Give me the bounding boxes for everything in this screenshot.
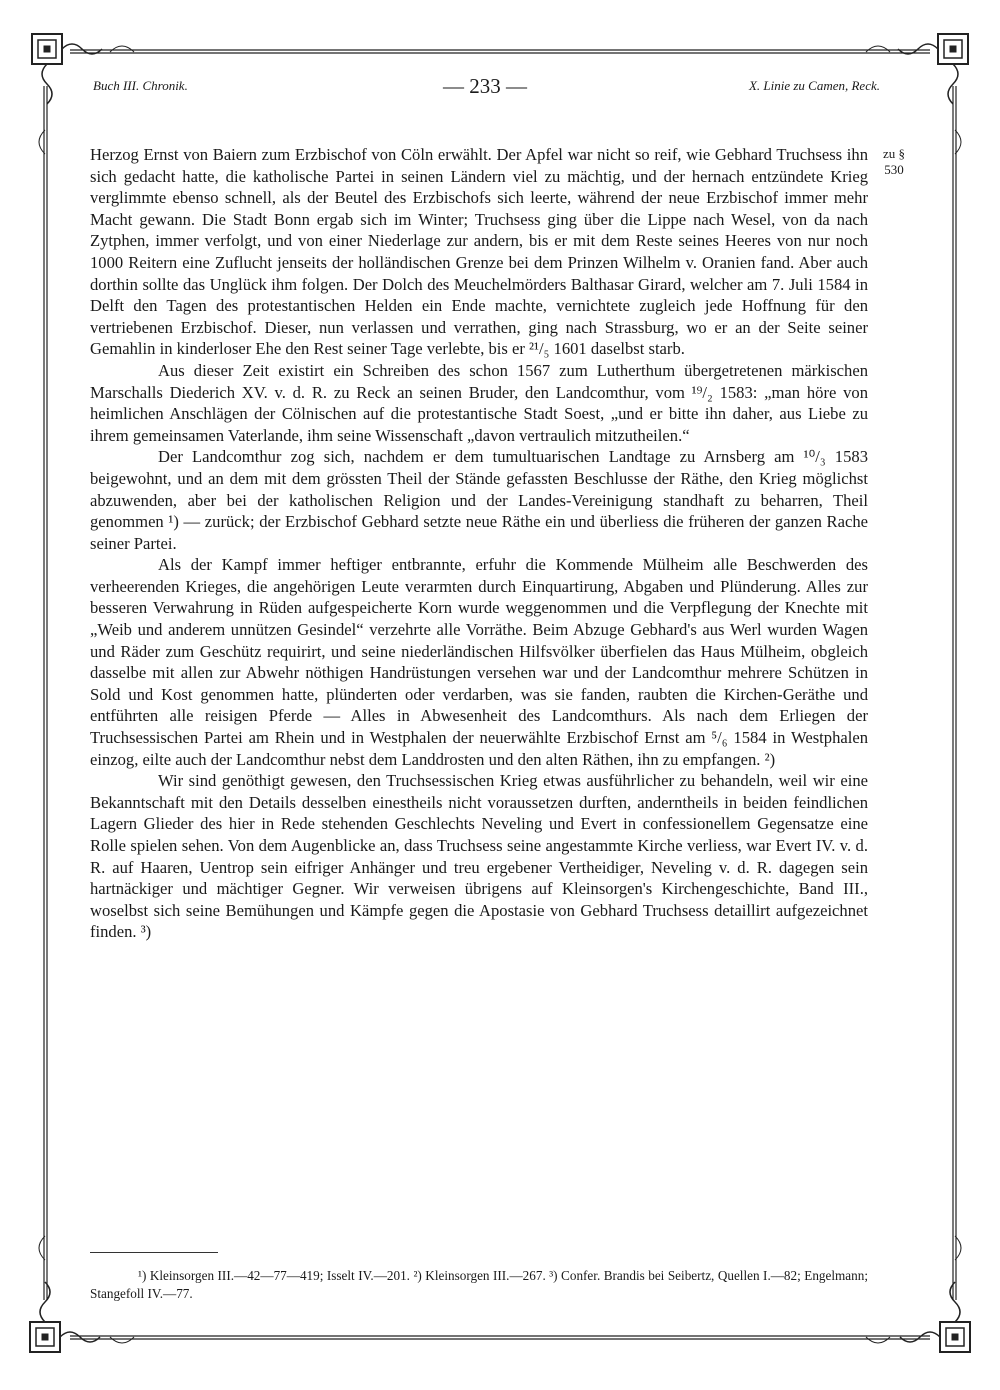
footnote-divider xyxy=(90,1252,218,1253)
margin-note: zu § 530 xyxy=(882,146,906,177)
page-number: — 233 — xyxy=(443,74,527,98)
paragraph-1: Herzog Ernst von Baiern zum Erzbischof von Cöln erwählt. Der Apfel war nicht so reif, wie Gebhard Truchsess ihn sich gedacht hatte, die katholische Partei in seinen Ländern viel zu mächtig, und der hernach entzündete Krieg verglimmte ebenso schnell, als der Beutel des Erzbischofs sich leerte, während der neue Erzbischof immer mehr Macht gewann. Die Stadt Bonn ergab sich im Winter; Truchsess ging über die Lippe nach Wesel, von da nach Zytphen, immer verfolgt, und von einer Niederlage zur andern, bis er mit dem Reste seines Heeres von nur noch 1000 Reitern eine Zuflucht jenseits der holländischen Grenze bei dem Prinzen Wilhelm v. Oranien fand. Aber auch dorthin sollte das Unglück ihm folgen. Der Dolch des Meuchelmörders Balthasar Girard, welcher am 7. Juli 1584 in Delft den Tagen des protestantischen Helden ein Ende machte, vernichtete zugleich jede Hoffnung für den vertriebenen Erzbischof. Dieser, nun verlassen und verrathen, ging nach Strassburg, wo er an der Seite seiner Gemahlin in kinderloser Ehe den Rest seiner Tage verlebte, bis er ²¹/₅ 1601 daselbst starb. xyxy=(90,145,868,359)
footnote-text: ¹) Kleinsorgen III.—42—77—419; Isselt IV.—201. ²) Kleinsorgen III.—267. ³) Confer. Brandis bei Seibertz, Quellen I.—82; Engelmann; Stangefoll IV.—77. xyxy=(90,1268,868,1301)
header-section-title: X. Linie zu Camen, Reck. xyxy=(748,78,880,93)
paragraph-5: Wir sind genöthigt gewesen, den Truchsessischen Krieg etwas ausführlicher zu behandeln, weil wir eine Bekanntschaft mit den Details desselben einestheils nicht voraussetzen durften, anderntheils in beiden feindlichen Lagern Glieder des hier in Rede stehenden Geschlechts Neveling und Evert in confessionellem Gegensatze eine Rolle spielen sehen. Von dem Augenblicke an, dass Truchsess seine angestammte Kirche verliess, war Evert IV. v. d. R. auf Haaren, Uentrop sein eifriger Anhänger und treu ergebener Vertheidiger, Neveling v. d. R. dagegen sein hartnäckiger und mächtiger Gegner. Wir verweisen übrigens auf Kleinsorgen's Kirchengeschichte, Band III., woselbst sich seine Bemühungen und Kämpfe gegen die Apostasie von Gebhard Truchsess detaillirt aufgezeichnet finden. ³) xyxy=(90,771,868,942)
paragraph-4: Als der Kampf immer heftiger entbrannte, erfuhr die Kommende Mülheim alle Beschwerden des verheerenden Krieges, die angehörigen Leute verarmten durch Einquartirung, Abgaben und Plünderung. Alles zur besseren Verwahrung in Rüden aufgespeicherte Korn wurde weggenommen und die Verpflegung der Knechte mit „Weib und anderem unnützen Gesindel“ verzehrte alle Vorräthe. Beim Abzuge Gebhard's aus Werl wurden Wagen und Räder zum Geschütz requirirt, und seine niederländischen Hilfsvölker überfielen das Haus Mülheim, obgleich dasselbe mit allen zur Abwehr nöthigen Handrüstungen versehen war und der Landcomthur mehrere Schützen in Sold und Kost genommen hatte, plünderten oder verdarben, was sie fanden, raubten die Kirchen-Geräthe und entführten alle reisigen Pferde — Alles in Abwesenheit des Landcomthurs. Als nach dem Erliegen der Truchsessischen Partei am Rhein und in Westphalen der neuerwählte Erzbischof Ernst am ⁵/₆ 1584 in Westphalen einzog, eilte auch der Landcomthur nebst dem Landdrosten und den alten Räthen, ihn zu empfangen. ²) xyxy=(90,555,868,769)
paragraph-2: Aus dieser Zeit existirt ein Schreiben des schon 1567 zum Lutherthum übergetretenen märkischen Marschalls Diederich XV. v. d. R. zu Reck an seinen Bruder, den Landcomthur, vom ¹⁹/₂ 1583: „man höre von heimlichen Anschlägen der Cölnischen auf die protestantische Stadt Soest, „und er bitte ihn daher, aus Liebe zu ihrem gemeinsamen Vaterlande, ihm seine Wissenschaft „davon vertraulich mitzutheilen.“ xyxy=(90,360,868,445)
running-header xyxy=(90,74,880,102)
footnotes xyxy=(90,1267,868,1303)
body-text xyxy=(90,144,868,943)
corner-ornament-bottom-right-icon xyxy=(900,1282,970,1352)
paragraph-3: Der Landcomthur zog sich, nachdem er dem tumultuarischen Landtage zu Arnsberg am ¹⁰/₃ 1583 beigewohnt, und an dem mit dem grössten Theil der Stände gefassten Beschlusse der Räthe, den Krieg möglichst abzuwenden, aber bei der katholischen Religion und der Landes-Vereinigung standhaft zu beharren, Theil genommen ¹) — zurück; der Erzbischof Gebhard setzte neue Räthe ein und überliess die früheren der ganzen Rache seiner Partei. xyxy=(90,447,868,553)
corner-ornament-top-right-icon xyxy=(898,34,968,104)
header-book-chapter: Buch III. Chronik. xyxy=(93,78,188,93)
